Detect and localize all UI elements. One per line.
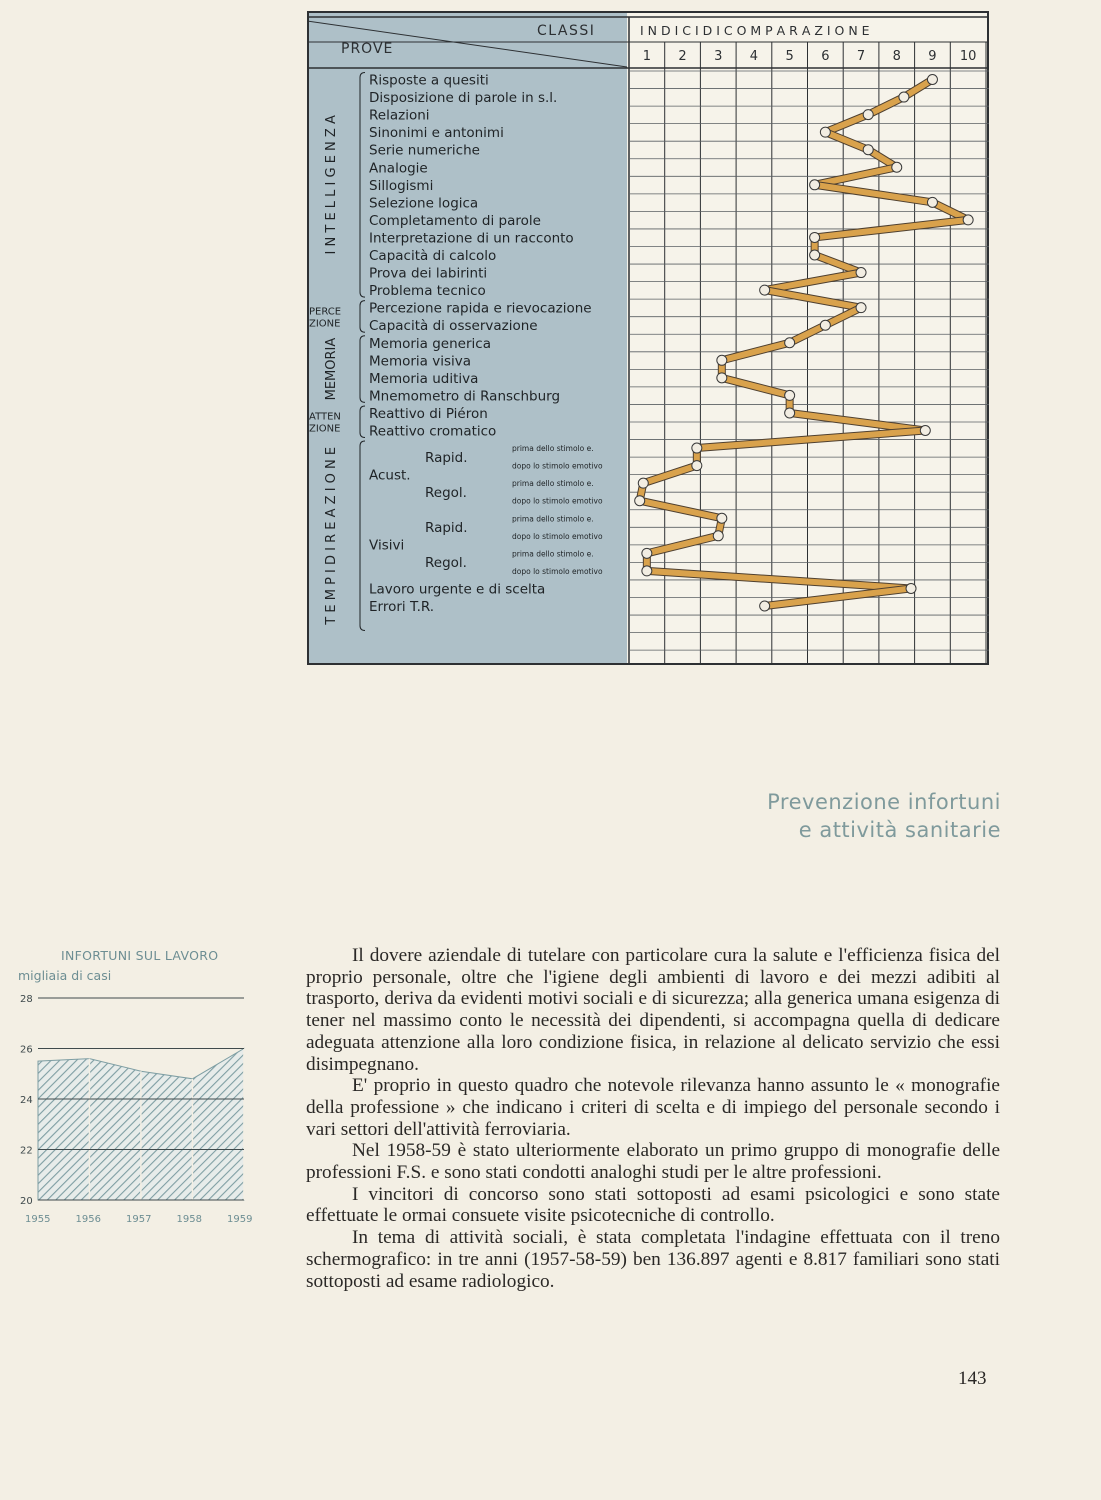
- group-label: ATTEN: [309, 411, 341, 423]
- profile-point: [642, 548, 652, 558]
- reaction-sense-label: Visivi: [369, 537, 405, 554]
- reaction-stimulus-label: prima dello stimolo e.: [512, 444, 594, 454]
- test-label: Risposte a quesiti: [369, 72, 489, 89]
- y-tick-label: 24: [20, 1095, 33, 1106]
- class-number-2: 2: [678, 49, 687, 64]
- test-label: Reattivo di Piéron: [369, 405, 488, 422]
- test-label: Reattivo cromatico: [369, 423, 497, 440]
- section-title-line-1: Prevenzione infortuni: [767, 790, 1001, 814]
- profile-point: [820, 127, 830, 137]
- profile-point: [856, 268, 866, 278]
- body-paragraph: In tema di attività sociali, è stata completata l'indagine effettuata con il treno schermografico: in tre anni (1957-58-59) ben 136.897 agenti e 8.817 familiari sono stati sottoposti ad esame radiologico.: [306, 1227, 1000, 1292]
- test-label: Memoria generica: [369, 335, 491, 352]
- profile-point: [810, 232, 820, 242]
- test-label: Problema tecnico: [369, 283, 486, 300]
- y-tick-label: 20: [20, 1196, 33, 1207]
- group-label: ZIONE: [309, 318, 341, 330]
- profile-point: [760, 285, 770, 295]
- reaction-stimulus-label: dopo lo stimolo emotivo: [512, 461, 603, 471]
- header-classi: CLASSI: [537, 23, 596, 39]
- section-title-line-2: e attività sanitarie: [798, 818, 1001, 842]
- reaction-mode-label: Regol.: [425, 555, 467, 572]
- header-indici: I N D I C I D I C O M P A R A Z I O N E: [640, 23, 870, 38]
- reaction-stimulus-label: prima dello stimolo e.: [512, 514, 594, 524]
- profile-point: [820, 320, 830, 330]
- x-tick-label: 1958: [176, 1214, 202, 1225]
- profile-point: [642, 566, 652, 576]
- profile-point: [920, 426, 930, 436]
- injury-area-chart: [18, 940, 258, 1240]
- class-number-7: 7: [856, 49, 866, 64]
- test-label: Relazioni: [369, 107, 430, 124]
- test-label: Analogie: [369, 160, 428, 177]
- profile-point: [810, 180, 820, 190]
- group-label: ZIONE: [309, 423, 341, 435]
- body-text: [306, 945, 1000, 1292]
- profile-point: [906, 583, 916, 593]
- class-number-6: 6: [821, 49, 830, 64]
- body-paragraph: Nel 1958-59 è stato ulteriormente elaborato un primo gruppo di monografie delle professioni F.S. e sono stati condotti analoghi studi per le altre professioni.: [306, 1140, 1000, 1184]
- y-tick-label: 26: [20, 1044, 33, 1056]
- reaction-stimulus-label: dopo lo stimolo emotivo: [512, 566, 603, 576]
- x-tick-label: 1955: [25, 1214, 51, 1225]
- reaction-mode-label: Rapid.: [425, 449, 468, 466]
- section-title: [767, 788, 1001, 844]
- group-label: I N T E L L I G E N Z A: [324, 115, 339, 255]
- test-label: Memoria visiva: [369, 353, 472, 370]
- profile-point: [692, 443, 702, 453]
- test-label: Lavoro urgente e di scelta: [369, 581, 546, 598]
- profile-point: [717, 513, 727, 523]
- profile-point: [856, 303, 866, 313]
- profile-point: [963, 215, 973, 225]
- profile-point: [717, 355, 727, 365]
- profile-point: [785, 390, 795, 400]
- reaction-stimulus-label: prima dello stimolo e.: [512, 549, 594, 559]
- header-prove: PROVE: [341, 41, 394, 57]
- profile-point: [863, 110, 873, 120]
- test-label: Capacità di osservazione: [369, 318, 538, 335]
- reaction-mode-label: Regol.: [425, 484, 467, 501]
- reaction-stimulus-label: dopo lo stimolo emotivo: [512, 531, 603, 541]
- class-number-3: 3: [714, 49, 723, 64]
- test-label: Sinonimi e antonimi: [369, 125, 504, 142]
- injury-chart-title: INFORTUNI SUL LAVORO: [61, 948, 219, 963]
- profile-point: [810, 250, 820, 260]
- body-paragraph: E' proprio in questo quadro che notevole rilevanza hanno assunto le « monografie della professione » che indicano i criteri di scelta e di impiego del personale secondo i vari settori dell'attività ferroviaria.: [306, 1075, 1000, 1140]
- test-label: Prova dei labirinti: [369, 265, 488, 282]
- profile-point: [785, 338, 795, 348]
- y-tick-label: 22: [20, 1145, 33, 1157]
- y-tick-label: 28: [20, 994, 33, 1005]
- profile-point: [638, 478, 648, 488]
- reaction-mode-label: Rapid.: [425, 520, 468, 537]
- reaction-sense-label: Acust.: [369, 467, 411, 484]
- group-label: PERCE: [309, 306, 342, 318]
- test-label: Interpretazione di un racconto: [369, 230, 574, 247]
- profile-point: [863, 145, 873, 155]
- injury-chart-unit: migliaia di casi: [18, 968, 112, 983]
- test-label: Selezione logica: [369, 195, 479, 212]
- profile-point: [717, 373, 727, 383]
- profile-point: [927, 197, 937, 207]
- test-label: Capacità di calcolo: [369, 248, 497, 264]
- x-tick-label: 1957: [126, 1214, 152, 1225]
- profile-point: [713, 531, 723, 541]
- aptitude-profile-chart: [307, 11, 989, 665]
- profile-point: [785, 408, 795, 418]
- page-number: 143: [958, 1368, 987, 1389]
- test-label: Errori T.R.: [369, 599, 435, 615]
- test-label: Memoria uditiva: [369, 370, 479, 387]
- profile-point: [899, 92, 909, 102]
- profile-point: [927, 75, 937, 85]
- test-label: Mnemometro di Ranschburg: [369, 388, 561, 405]
- class-number-1: 1: [642, 49, 651, 64]
- group-label: MEMORIA: [324, 337, 339, 401]
- test-label: Percezione rapida e rievocazione: [369, 300, 592, 317]
- reaction-stimulus-label: dopo lo stimolo emotivo: [512, 496, 603, 506]
- test-label: Serie numeriche: [369, 142, 480, 159]
- class-number-4: 4: [749, 49, 759, 64]
- profile-point: [635, 496, 645, 506]
- class-number-10: 10: [959, 49, 977, 64]
- class-number-5: 5: [785, 49, 794, 64]
- x-tick-label: 1956: [75, 1214, 101, 1225]
- test-label: Completamento di parole: [369, 212, 541, 229]
- body-paragraph: Il dovere aziendale di tutelare con particolare cura la salute e l'efficienza fisica del proprio personale, oltre che l'igiene degli ambienti di lavoro e dei mezzi adibiti al trasporto, deriva da evidenti motivi sociali e di sicurezza; alla generica umana esigenza di tener nel massimo conto le necessità dei dipendenti, si accompagna quella di dedicare adeguata attenzione alla loro condizione fisica, in relazione al delicato servizio che essi disimpegnano.: [306, 945, 1000, 1075]
- profile-point: [692, 461, 702, 471]
- body-paragraph: I vincitori di concorso sono stati sottoposti ad esami psicologici e sono state effettuate le ormai consuete visite psicotecniche di controllo.: [306, 1183, 1000, 1227]
- x-tick-label: 1959: [227, 1214, 253, 1225]
- profile-point: [892, 162, 902, 172]
- profile-point: [760, 601, 770, 611]
- class-number-8: 8: [892, 49, 901, 64]
- group-label: T E M P I D I R E A Z I O N E: [324, 446, 339, 625]
- class-number-9: 9: [928, 49, 937, 64]
- reaction-stimulus-label: prima dello stimolo e.: [512, 479, 594, 489]
- test-label: Sillogismi: [369, 177, 434, 194]
- test-label: Disposizione di parole in s.l.: [369, 90, 558, 107]
